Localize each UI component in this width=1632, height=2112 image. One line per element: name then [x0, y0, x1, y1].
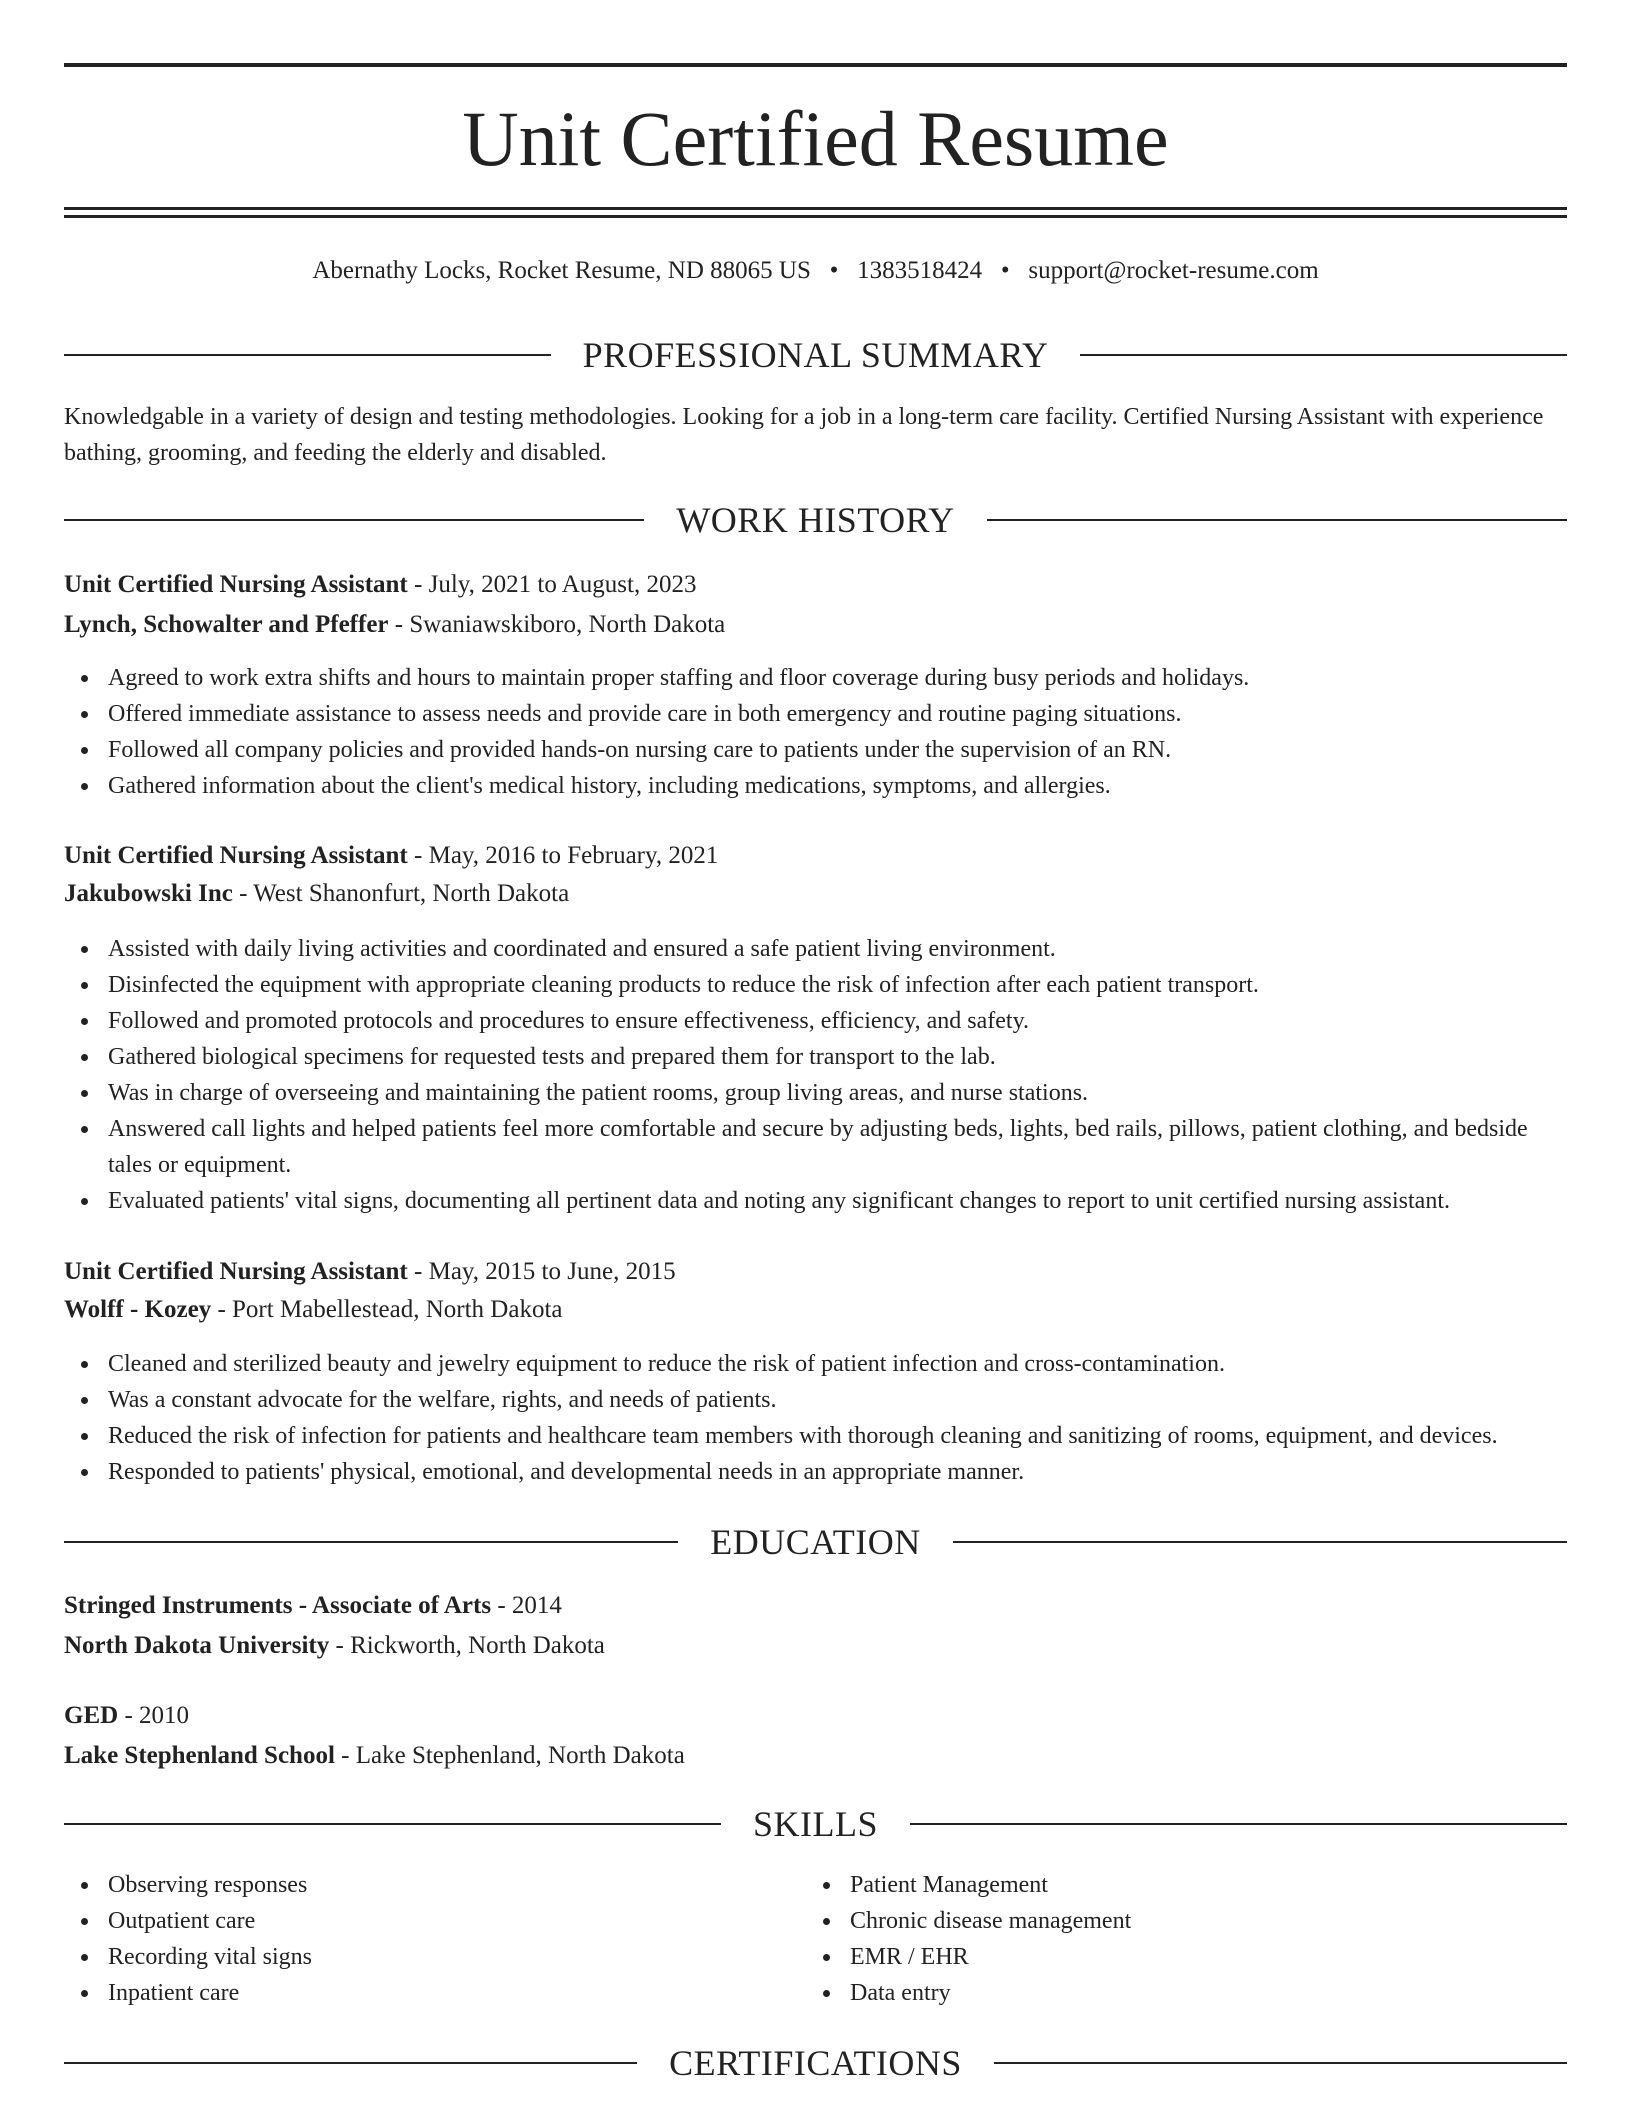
education-year: - 2010	[118, 1702, 190, 1729]
list-item: Agreed to work extra shifts and hours to maintain proper staffing and floor coverage during busy periods and holidays.	[64, 660, 1567, 696]
section-title: CERTIFICATIONS	[669, 2043, 962, 2083]
job-employer: Wolff - Kozey	[64, 1296, 212, 1323]
job-employer-line	[64, 875, 1567, 913]
job-title: Unit Certified Nursing Assistant	[64, 842, 408, 869]
skill-item: Patient Management	[806, 1867, 1506, 1903]
list-item: Was a constant advocate for the welfare, rights, and needs of patients.	[64, 1382, 1567, 1418]
list-item: Followed all company policies and provided hands-on nursing care to patients under the supervision of an RN.	[64, 732, 1567, 768]
section-title: SKILLS	[753, 1804, 879, 1844]
list-item: Gathered biological specimens for requested tests and prepared them for transport to the lab.	[64, 1039, 1567, 1075]
job-title-line	[64, 566, 1567, 604]
list-item: Gathered information about the client's medical history, including medications, symptoms, and allergies.	[64, 768, 1567, 804]
job-employer: Jakubowski Inc	[64, 880, 233, 907]
job-dates: - July, 2021 to August, 2023	[407, 571, 697, 598]
list-item: Followed and promoted protocols and procedures to ensure effectiveness, efficiency, and safety.	[64, 1003, 1567, 1039]
list-item: Disinfected the equipment with appropriate cleaning products to reduce the risk of infection after each patient transport.	[64, 967, 1567, 1003]
job-employer-line	[64, 1291, 1567, 1329]
title-rule-upper	[64, 207, 1567, 210]
resume-title: Unit Certified Resume	[462, 95, 1169, 182]
skill-item: Recording vital signs	[64, 1939, 764, 1975]
education-degree: Stringed Instruments - Associate of Arts	[64, 1592, 492, 1619]
top-rule	[64, 63, 1567, 67]
job-title: Unit Certified Nursing Assistant	[64, 571, 408, 598]
heading-rule	[64, 2062, 637, 2064]
contact-separator: •	[1000, 257, 1010, 284]
list-item: Evaluated patients' vital signs, documenting all pertinent data and noting any significant changes to report to unit certified nursing assistant.	[64, 1183, 1567, 1219]
job-dates: - May, 2015 to June, 2015	[407, 1258, 676, 1285]
skill-item: EMR / EHR	[806, 1939, 1506, 1975]
job-title: Unit Certified Nursing Assistant	[64, 1258, 408, 1285]
skills-list-left	[64, 1867, 764, 2011]
education-location: - Lake Stephenland, North Dakota	[334, 1742, 685, 1769]
education-school-line	[64, 1737, 1567, 1775]
section-title: EDUCATION	[710, 1522, 921, 1562]
list-item: Assisted with daily living activities and coordinated and ensured a safe patient living environment.	[64, 931, 1567, 967]
section-heading-summary	[64, 332, 1567, 378]
section-title: WORK HISTORY	[676, 500, 955, 540]
education-school-line	[64, 1627, 1567, 1665]
section-title: PROFESSIONAL SUMMARY	[582, 335, 1049, 375]
skill-item: Observing responses	[64, 1867, 764, 1903]
heading-rule	[64, 354, 551, 356]
contact-separator: •	[829, 257, 839, 284]
heading-rule	[1080, 354, 1567, 356]
section-heading-work-history	[64, 497, 1567, 543]
heading-rule	[64, 1541, 678, 1543]
job-title-line	[64, 1253, 1567, 1291]
education-school: Lake Stephenland School	[64, 1742, 335, 1769]
contact-email: support@rocket-resume.com	[1028, 257, 1319, 284]
education-degree-line	[64, 1587, 1567, 1625]
education-degree: GED	[64, 1702, 119, 1729]
skill-item: Chronic disease management	[806, 1903, 1506, 1939]
list-item: Was in charge of overseeing and maintaining the patient rooms, group living areas, and nurse stations.	[64, 1075, 1567, 1111]
section-heading-skills	[64, 1801, 1567, 1847]
list-item: Cleaned and sterilized beauty and jewelry equipment to reduce the risk of patient infection and cross-contamination.	[64, 1346, 1567, 1382]
job-employer: Lynch, Schowalter and Pfeffer	[64, 611, 389, 638]
heading-rule	[910, 1823, 1567, 1825]
job-bullets	[64, 1346, 1567, 1490]
section-heading-education	[64, 1519, 1567, 1565]
job-title-line	[64, 837, 1567, 875]
job-location: - Port Mabellestead, North Dakota	[211, 1296, 563, 1323]
contact-address: Abernathy Locks, Rocket Resume, ND 88065 US	[312, 257, 811, 284]
list-item: Answered call lights and helped patients feel more comfortable and secure by adjusting beds, lights, bed rails, pillows, patient clothing, and bedside tales or equipment.	[64, 1111, 1567, 1183]
job-employer-line	[64, 606, 1567, 644]
education-school: North Dakota University	[64, 1632, 330, 1659]
contact-line	[64, 254, 1567, 288]
education-location: - Rickworth, North Dakota	[329, 1632, 605, 1659]
summary-text: Knowledgable in a variety of design and testing methodologies. Looking for a job in a long-term care facility. Certified Nursing Assistant with experience bathing, grooming, and feeding the elderly and disabled.	[64, 404, 1544, 466]
skill-item: Outpatient care	[64, 1903, 764, 1939]
education-year: - 2014	[491, 1592, 562, 1619]
list-item: Responded to patients' physical, emotional, and developmental needs in an appropriate manner.	[64, 1454, 1567, 1490]
job-location: - Swaniawskiboro, North Dakota	[388, 611, 726, 638]
list-item: Reduced the risk of infection for patients and healthcare team members with thorough cleaning and sanitizing of rooms, equipment, and devices.	[64, 1418, 1567, 1454]
heading-rule	[994, 2062, 1567, 2064]
job-location: - West Shanonfurt, North Dakota	[232, 880, 570, 907]
job-bullets	[64, 931, 1567, 1219]
job-dates: - May, 2016 to February, 2021	[407, 842, 719, 869]
skill-item: Data entry	[806, 1975, 1506, 2011]
skill-item: Inpatient care	[64, 1975, 764, 2011]
heading-rule	[64, 519, 644, 521]
heading-rule	[953, 1541, 1567, 1543]
education-degree-line	[64, 1697, 1567, 1735]
job-bullets	[64, 660, 1567, 804]
heading-rule	[64, 1823, 721, 1825]
heading-rule	[987, 519, 1567, 521]
skills-list-right	[806, 1867, 1506, 2011]
section-heading-certifications	[64, 2040, 1567, 2086]
list-item: Offered immediate assistance to assess needs and provide care in both emergency and routine paging situations.	[64, 696, 1567, 732]
contact-phone: 1383518424	[857, 257, 983, 284]
title-rule-lower	[64, 215, 1567, 218]
